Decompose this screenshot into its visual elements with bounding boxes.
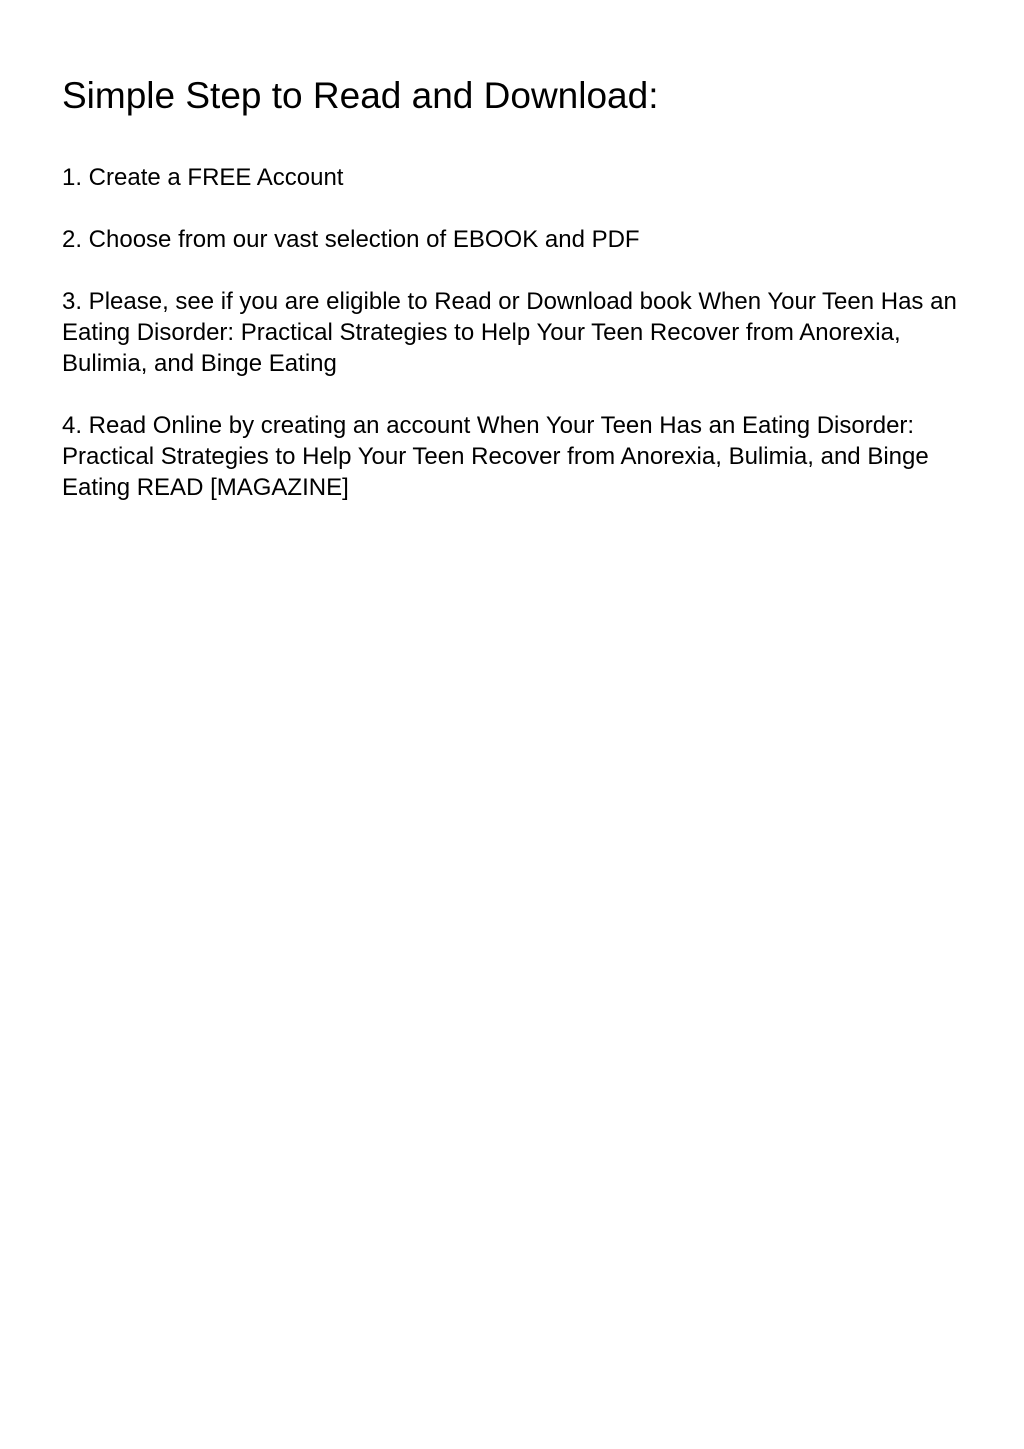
page-title: Simple Step to Read and Download: bbox=[62, 75, 659, 116]
step-create-account: 1. Create a FREE Account bbox=[62, 164, 344, 191]
step-choose-selection: 2. Choose from our vast selection of EBOOK and PDF bbox=[62, 226, 640, 253]
step-check-eligibility: 3. Please, see if you are eligible to Read or Download book When Your Teen Has an Eating Disorder: Practical Strategies to Help Your Teen Recover from Anorexia, Bulimia, and Binge Eating bbox=[62, 288, 957, 377]
step-read-online: 4. Read Online by creating an account When Your Teen Has an Eating Disorder: Practical Strategies to Help Your Teen Recover from Anorexia, Bulimia, and Binge Eating READ [MAGAZINE] bbox=[62, 412, 929, 501]
